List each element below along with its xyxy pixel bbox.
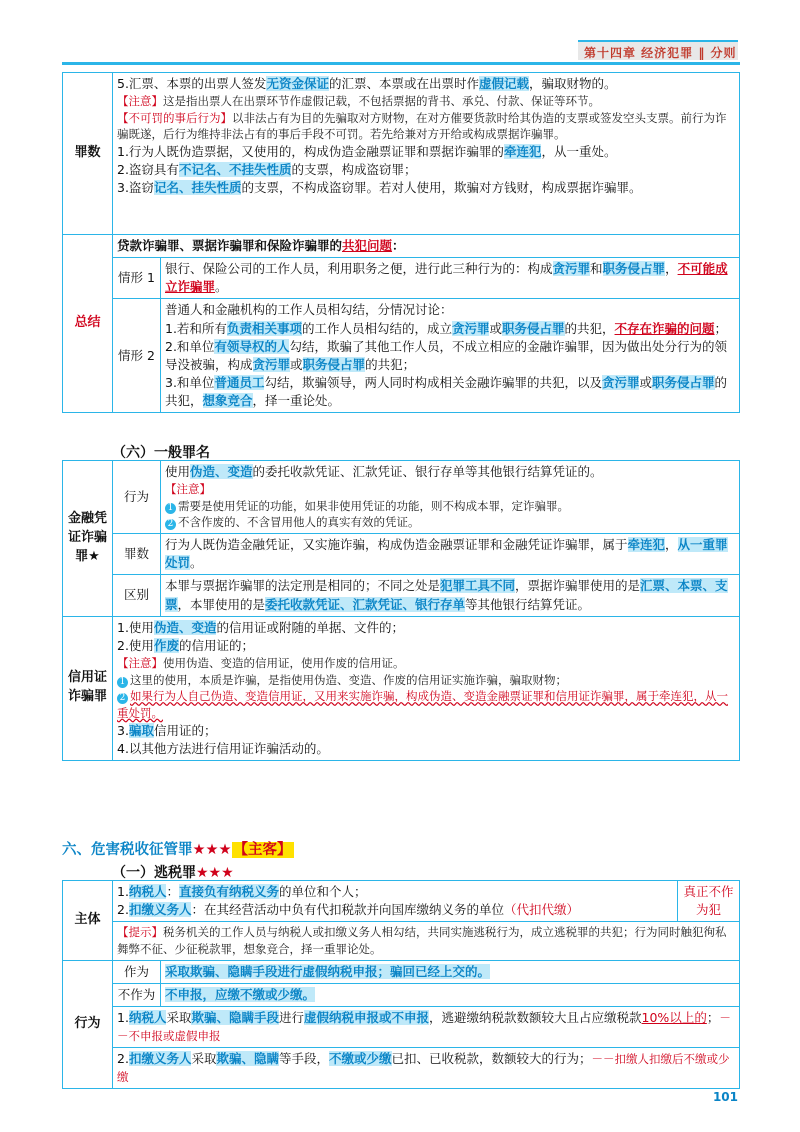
crime-count-cell [113,73,740,235]
row-act-label: 行为 [113,461,161,534]
loc-cell: 1.使用伪造、变造的信用证或附随的单据、文件的； 2.使用作废的信用证的； 【注意】使用伪造、变造的信用证，使用作废的信用证。 1 这里的使用，本质是诈骗，是指使用伪造、变造、作废的信用证实施诈骗，骗取财物； 2 如果行为人自己伪造、变造信用证，又用来实施诈骗，构成伪造、变造金融票证罪和信用证诈骗罪，属于牵连犯，从一重处罚。 3.骗取信用证的； 4.以其他方法进行信用证诈骗活动的。 [113,616,740,760]
row-diff-label: 区别 [113,575,161,616]
item-5: 5.汇票、本票的出票人签发无资金保证的汇票、本票或在出票时作虚假记载，骗取财物的。 [117,76,617,91]
label-financial-voucher-fraud: 金融凭证诈骗罪★ [63,461,113,617]
label-summary: 总结 [63,235,113,413]
act-2-cell: 2.扣缴义务人采取欺骗、隐瞒等手段，不缴或少缴已扣、已收税款，数额较大的行为；－－扣缴人扣缴后不缴或少缴 [113,1048,740,1089]
mode-act-label: 作为 [113,960,161,983]
label-crime-count: 罪数 [63,73,113,235]
table-row [63,461,740,534]
count-2: 2.盗窃具有不记名、不挂失性质的支票，构成盗窃罪； [117,162,417,178]
row-count-label: 罪数 [113,534,161,575]
table-row [63,575,740,616]
header-rule [62,62,740,65]
tax-evasion-title: （一）逃税罪★★★ [112,865,234,881]
act-1-cell: 1.纳税人采取欺骗、隐瞒手段进行虚假纳税申报或不申报，逃避缴纳税款数额较大且占应缴税款10%以上的；－－不申报或虚假申报 [113,1006,740,1047]
table-tax-evasion [62,880,740,1089]
case-2-text: 普通人和金融机构的工作人员相勾结，分情况讨论： 1.若和所有负责相关事项的工作人员相勾结的，成立贪污罪或职务侵占罪的共犯，不存在诈骗的问题； 2.和单位有领导权的人勾结，欺骗了其他工作人员，不成立相应的金融诈骗罪，因为做出处分行为的领导没被骗，构成贪污罪或职务侵占罪的共犯； 3.和单位普通员工勾结，欺骗领导，两人同时构成相关金融诈骗罪的共犯，以及贪污罪或职务侵占罪的共犯，想象竞合，择一重论处。 [161,299,740,413]
note-2: 【不可罚的事后行为】以非法占有为目的先骗取对方财物，在对方催要货款时给其伪造的支票或签发空头支票。前行为诈骗既遂，后行为维持非法占有的事后手段不可罚。若先给兼对方开给或构成票据诈骗罪。 [117,110,727,142]
circle-2-icon: 2 [165,519,176,530]
case-1-label: 情形 1 [113,258,161,299]
table-row [63,73,740,235]
page-number: 101 [712,1090,738,1104]
circle-1-icon: 1 [117,677,128,688]
table-row [63,1048,740,1089]
case-2-label: 情形 2 [113,299,161,413]
section-6-title: 六、危害税收征管罪★★★ 【主客】 [62,842,292,858]
mode-omission-text: 不申报，应缴不缴或少缴。 [161,983,740,1006]
table-row [63,258,740,299]
circle-2-icon: 2 [117,693,128,704]
table-row [63,983,740,1006]
table-row [63,235,740,258]
mode-act-text: 采取欺骗、隐瞒手段进行虚假纳税申报；骗回已经上交的。 [161,960,740,983]
table-row [63,881,740,922]
circle-1-icon: 1 [165,503,176,514]
note-1: 【注意】这是指出票人在出票环节作虚假记载，不包括票据的背书、承兑、付款、保证等环节。 [117,94,600,109]
tip-cell: 【提示】税务机关的工作人员与纳税人或扣缴义务人相勾结，共同实施逃税行为，成立逃税罪的共犯；行为同时触犯徇私舞弊不征、少征税款罪，想象竞合，择一重罪论处。 [113,922,740,960]
count-cell: 行为人既伪造金融凭证，又实施诈骗，构成伪造金融票证罪和金融凭证诈骗罪，属于牵连犯，从一重罪处罚。 [161,534,740,575]
genuine-omission-note: 真正不作为犯 [678,881,740,922]
label-act: 行为 [63,960,113,1089]
table-row [63,922,740,960]
mode-omission-label: 不作为 [113,983,161,1006]
diff-cell: 本罪与票据诈骗罪的法定刑是相同的；不同之处是犯罪工具不同，票据诈骗罪使用的是汇票、本票、支票，本罪使用的是委托收款凭证、汇款凭证、银行存单等其他银行结算凭证。 [161,575,740,616]
act-cell: 使用伪造、变造的委托收款凭证、汇款凭证、银行存单等其他银行结算凭证的。 【注意】 1 需要是使用凭证的功能，如果非使用凭证的功能，则不构成本罪，定诈骗罪。 2 不含作废的、不含冒用他人的真实有效的凭证。 [161,461,740,534]
chapter-header: 第十四章 经济犯罪 ‖ 分则 [584,46,737,60]
table-crime-count-summary [62,72,740,413]
case-1-text: 银行、保险公司的工作人员，利用职务之便，进行此三种行为的：构成贪污罪和职务侵占罪，不可能成立诈骗罪。 [161,258,740,299]
table-row [63,960,740,983]
table-financial-voucher-fraud [62,460,740,761]
table-row [63,299,740,413]
table-row [63,616,740,760]
count-1: 1.行为人既伪造票据，又使用的，构成伪造金融票证罪和票据诈骗罪的牵连犯，从一重处。 [117,144,617,160]
subject-cell: 1.纳税人：直接负有纳税义务的单位和个人； 2.扣缴义务人：在其经营活动中负有代扣税款并向国库缴纳义务的单位（代扣代缴） [113,881,678,922]
label-subject: 主体 [63,881,113,961]
table-row [63,1006,740,1047]
general-crimes-title: （六）一般罪名 [112,445,210,461]
label-letter-of-credit-fraud: 信用证诈骗罪 [63,616,113,760]
summary-title: 贷款诈骗罪、票据诈骗罪和保险诈骗罪的共犯问题： [113,235,740,258]
count-3: 3.盗窃记名、挂失性质的支票，不构成盗窃罪。若对人使用，欺骗对方钱财，构成票据诈骗罪。 [117,180,642,196]
table-row [63,534,740,575]
